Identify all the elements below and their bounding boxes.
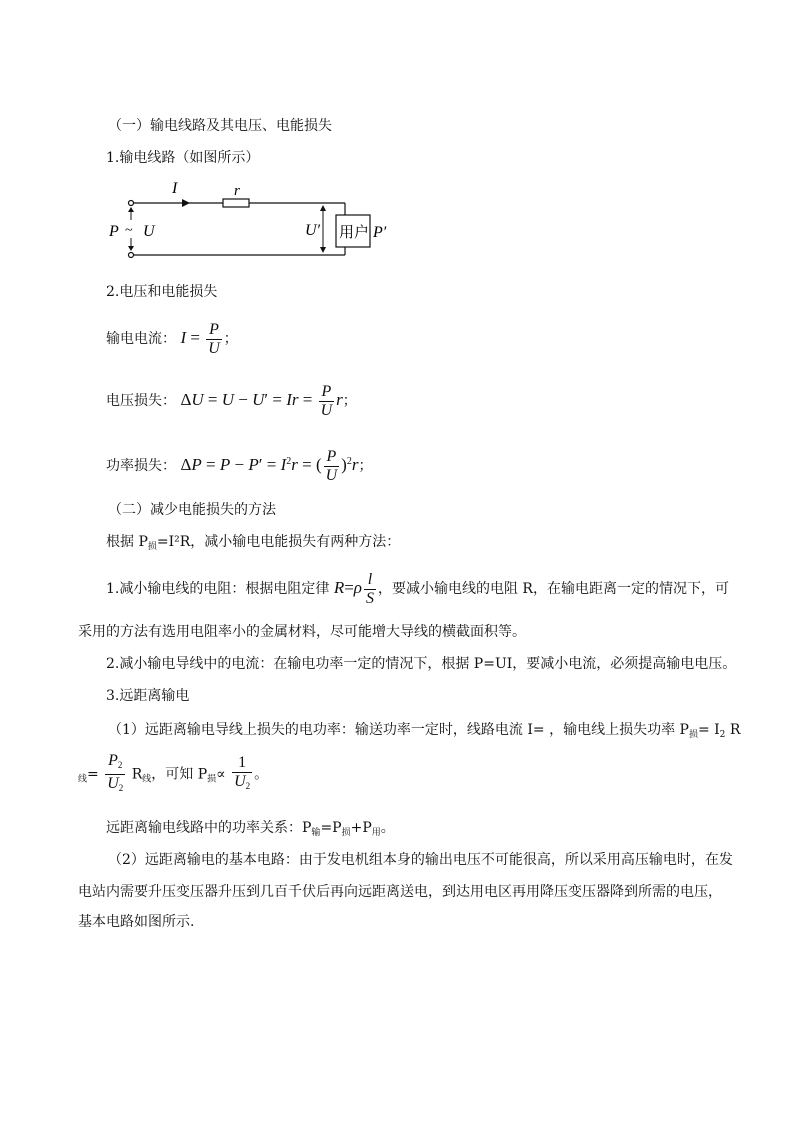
label-P: P bbox=[109, 223, 119, 240]
long-distance-p1-formula: $_线$= $\frac{P_2}{U_2}$ $R_线$，可知 $P_损\propto$ $\frac{1}{U_2}$ 。 bbox=[78, 752, 269, 793]
power-label: 功率损失： bbox=[106, 458, 176, 474]
label-U: U bbox=[143, 223, 155, 240]
power-relation: 远距离输电线路中的功率关系：$P_输=P_损+P_用$。 bbox=[106, 820, 395, 838]
formula-power-loss: 功率损失： $\Delta P = P - P' = I^2r$ = ( $\frac{P}{U}$ )$^2$r； bbox=[106, 447, 373, 484]
section2-heading: （二）减少电能损失的方法 bbox=[108, 502, 276, 518]
item2-title: 2.电压和电能损失 bbox=[106, 284, 218, 300]
voltage-label: 电压损失： bbox=[106, 393, 176, 409]
current-label: 输电电流： bbox=[106, 331, 176, 347]
method3-title: 3.远距离输电 bbox=[106, 688, 190, 704]
terminal-bottom bbox=[129, 253, 134, 258]
long-distance-p2-line1: （2）远距离输电的基本电路：由于发电机组本身的输出电压不可能很高，所以采用高压输电时，在发 bbox=[108, 852, 733, 868]
current-arrow bbox=[182, 199, 190, 207]
section1-heading: （一）输电线路及其电压、电能损失 bbox=[108, 118, 332, 134]
label-I: I bbox=[172, 180, 178, 197]
method1-line1: 1.减小输电线的电阻：根据电阻定律 R=ρ $\frac{l}{S}$ ，要减小输电线的电阻 R，在输电距离一定的情况下，可 bbox=[106, 570, 729, 607]
formula-voltage-loss: 电压损失： ΔU = U − U′ = Ir = $\frac{P}{U}$ r； bbox=[106, 382, 357, 419]
label-U-prime: U′ bbox=[305, 222, 321, 239]
section2-intro: 根据 $P_损=I^2R$，减小输电电能损失有两种方法： bbox=[106, 534, 401, 552]
transmission-circuit-diagram bbox=[100, 176, 400, 276]
label-r: r bbox=[234, 183, 240, 199]
long-distance-p1: （1）远距离输电导线上损失的电功率：输送功率一定时，线路电流 I= ，输电线上损失功率 $P_损= I_2$ R bbox=[108, 722, 741, 740]
formula-current: 输电电流： I = $\frac{P}{U}$ ； bbox=[106, 320, 238, 357]
long-distance-p2-line3: 基本电路如图所示. bbox=[78, 914, 195, 930]
item1-title: 1.输电线路（如图所示） bbox=[106, 150, 260, 166]
long-distance-p2-line2: 电站内需要升压变压器升压到几百千伏后再向远距离送电，到达用电区再用降压变压器降到所需的电压， bbox=[78, 884, 722, 900]
terminal-top bbox=[129, 201, 134, 206]
label-P-prime: P′ bbox=[373, 224, 387, 241]
label-user: 用户 bbox=[339, 225, 370, 241]
method1-line2: 采用的方法有选用电阻率小的金属材料，尽可能增大导线的横截面积等。 bbox=[78, 624, 526, 640]
label-tilde: ~ bbox=[125, 223, 133, 238]
method2: 2.减小输电导线中的电流：在输电功率一定的情况下，根据 P=UI，要减小电流，必须提高输电电压。 bbox=[106, 656, 737, 672]
resistor-r bbox=[223, 199, 249, 207]
